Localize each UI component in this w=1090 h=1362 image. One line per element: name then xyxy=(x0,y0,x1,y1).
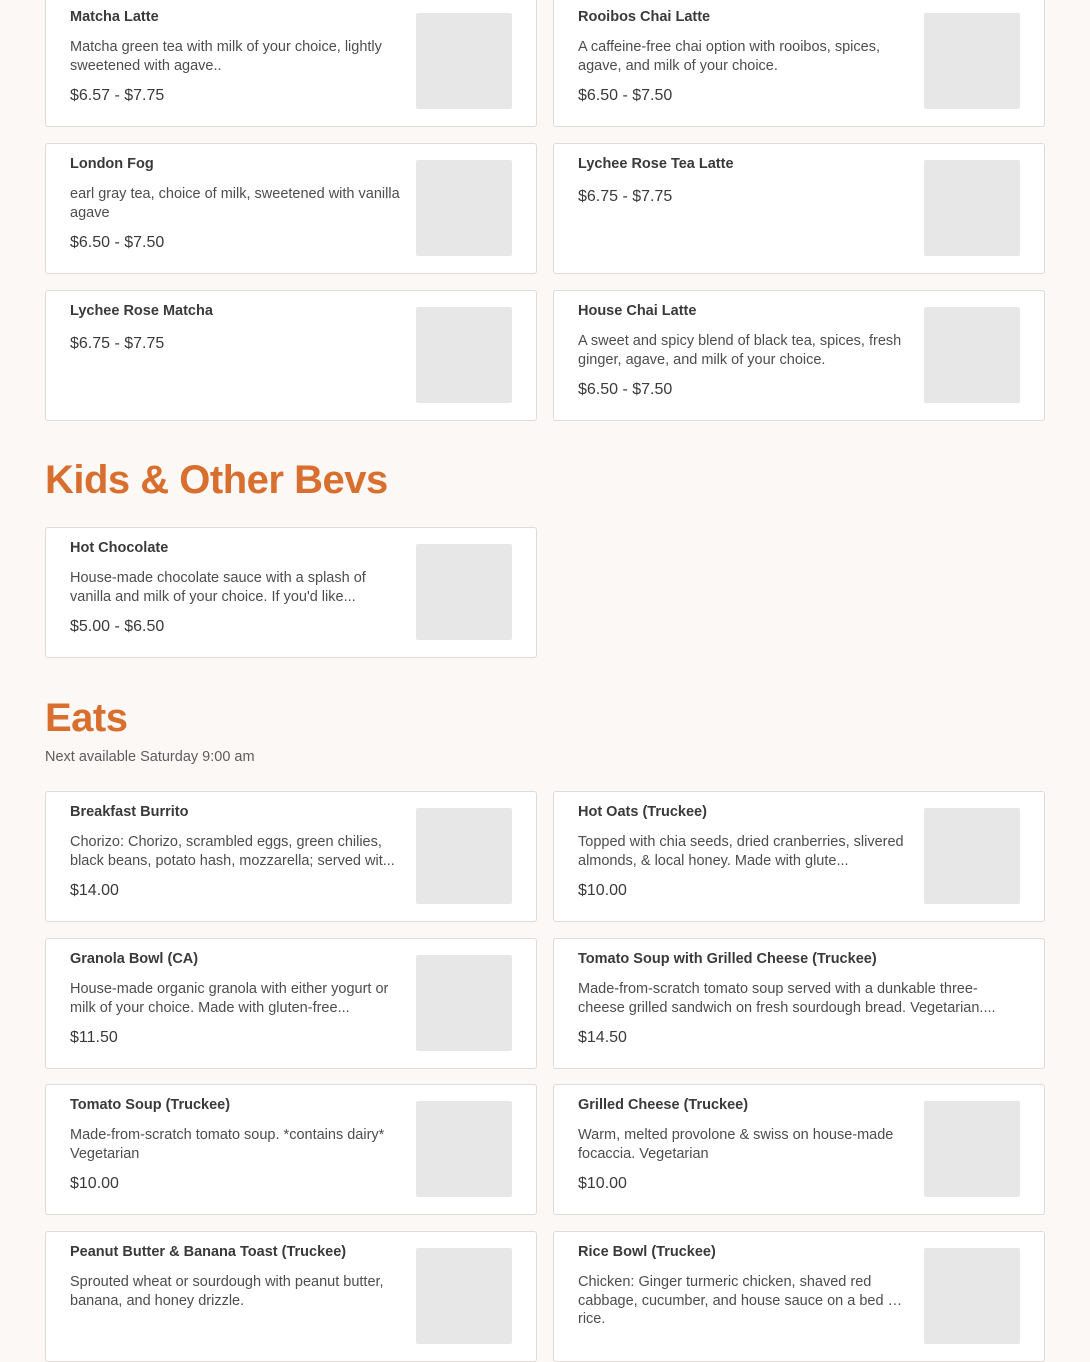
item-name: Rice Bowl (Truckee) xyxy=(578,1244,716,1260)
item-description: A caffeine-free chai option with rooibos, spices, agave, and milk of your choice. xyxy=(578,39,880,74)
item-description: Made-from-scratch tomato soup. *contains dairy* Vegetarian xyxy=(70,1127,385,1162)
item-price: $6.75 - $7.75 xyxy=(578,188,673,205)
item-image-placeholder xyxy=(416,307,512,403)
item-price: $5.00 - $6.50 xyxy=(70,618,165,635)
item-price: $6.75 - $7.75 xyxy=(70,335,165,352)
item-name: Tomato Soup with Grilled Cheese (Truckee) xyxy=(578,951,877,967)
menu-item-card[interactable] xyxy=(45,791,537,922)
item-price: $10.00 xyxy=(578,1175,627,1192)
item-description: earl gray tea, choice of milk, sweetened with vanilla agave xyxy=(70,186,400,221)
item-image-placeholder xyxy=(924,1101,1020,1197)
menu-item-card[interactable] xyxy=(553,938,1045,1069)
kids-section-header xyxy=(45,458,1045,503)
eats-section-header xyxy=(45,696,1045,765)
menu-item-card[interactable] xyxy=(45,0,537,127)
item-description: Chorizo: Chorizo, scrambled eggs, green chilies, black beans, potato hash, mozzarella; served wit... xyxy=(70,834,395,869)
item-image-placeholder xyxy=(416,1101,512,1197)
item-description: House-made organic granola with either yogurt or milk of your choice. Made with gluten-free... xyxy=(70,981,389,1016)
item-name: Hot Chocolate xyxy=(70,540,169,556)
item-name: Matcha Latte xyxy=(70,9,159,25)
item-image-placeholder xyxy=(416,955,512,1051)
item-name: Rooibos Chai Latte xyxy=(578,9,711,25)
item-image-placeholder xyxy=(924,808,1020,904)
item-description: Matcha green tea with milk of your choice, lightly sweetened with agave.. xyxy=(70,39,382,74)
item-name: Granola Bowl (CA) xyxy=(70,951,199,967)
item-name: Tomato Soup (Truckee) xyxy=(70,1097,231,1113)
item-name: Breakfast Burrito xyxy=(70,804,189,820)
menu-item-card[interactable] xyxy=(45,527,537,658)
item-image-placeholder xyxy=(416,544,512,640)
item-name: Lychee Rose Matcha xyxy=(70,303,213,319)
item-image-placeholder xyxy=(416,160,512,256)
menu-item-card[interactable] xyxy=(553,0,1045,127)
item-name: House Chai Latte xyxy=(578,303,697,319)
item-image-placeholder xyxy=(924,1248,1020,1344)
section-title: Eats xyxy=(45,696,128,740)
item-price: $14.00 xyxy=(70,882,119,899)
item-name: Peanut Butter & Banana Toast (Truckee) xyxy=(70,1244,347,1260)
item-price: $10.00 xyxy=(578,882,627,899)
item-name: London Fog xyxy=(70,156,154,172)
menu-item-card[interactable] xyxy=(45,938,537,1069)
item-image-placeholder xyxy=(416,808,512,904)
item-price: $6.50 - $7.50 xyxy=(578,87,673,104)
item-description: Sprouted wheat or sourdough with peanut butter, banana, and honey drizzle. xyxy=(70,1274,384,1309)
menu-item-card[interactable] xyxy=(553,791,1045,922)
menu-item-card[interactable] xyxy=(553,1231,1045,1362)
section-title: Kids & Other Bevs xyxy=(45,458,388,502)
item-price: $10.00 xyxy=(70,1175,119,1192)
menu-item-card[interactable] xyxy=(553,143,1045,274)
item-price: $6.57 - $7.75 xyxy=(70,87,165,104)
item-image-placeholder xyxy=(416,1248,512,1344)
menu-item-card[interactable] xyxy=(553,290,1045,421)
item-image-placeholder xyxy=(924,13,1020,109)
item-price: $6.50 - $7.50 xyxy=(70,234,165,251)
item-description: House-made chocolate sauce with a splash of vanilla and milk of your choice. If you'd like... xyxy=(70,570,366,605)
item-description: Topped with chia seeds, dried cranberries, slivered almonds, & local honey. Made with glute... xyxy=(578,834,904,869)
item-name: Lychee Rose Tea Latte xyxy=(578,156,734,172)
item-description: Made-from-scratch tomato soup served with a dunkable three-cheese grilled sandwich on fresh sourdough bread. Vegetarian.... xyxy=(578,981,996,1016)
item-description: A sweet and spicy blend of black tea, spices, fresh ginger, agave, and milk of your choice. xyxy=(578,333,902,368)
item-image-placeholder xyxy=(416,13,512,109)
menu-item-card[interactable] xyxy=(553,1084,1045,1215)
menu-item-card[interactable] xyxy=(45,1231,537,1362)
menu-item-card[interactable] xyxy=(45,1084,537,1215)
item-description: Chicken: Ginger turmeric chicken, shaved red cabbage, cucumber, and house sauce on a bed of rice. xyxy=(578,1274,900,1327)
availability-text: Next available Saturday 9:00 am xyxy=(45,749,255,765)
item-image-placeholder xyxy=(924,307,1020,403)
item-name: Grilled Cheese (Truckee) xyxy=(578,1097,749,1113)
item-price: $14.50 xyxy=(578,1029,627,1046)
menu-item-card[interactable] xyxy=(45,290,537,421)
item-description: Warm, melted provolone & swiss on house-made focaccia. Vegetarian xyxy=(578,1127,894,1162)
item-image-placeholder xyxy=(924,160,1020,256)
menu-item-card[interactable] xyxy=(45,143,537,274)
item-name: Hot Oats (Truckee) xyxy=(578,804,707,820)
item-price: $11.50 xyxy=(70,1029,118,1046)
item-price: $6.50 - $7.50 xyxy=(578,381,673,398)
